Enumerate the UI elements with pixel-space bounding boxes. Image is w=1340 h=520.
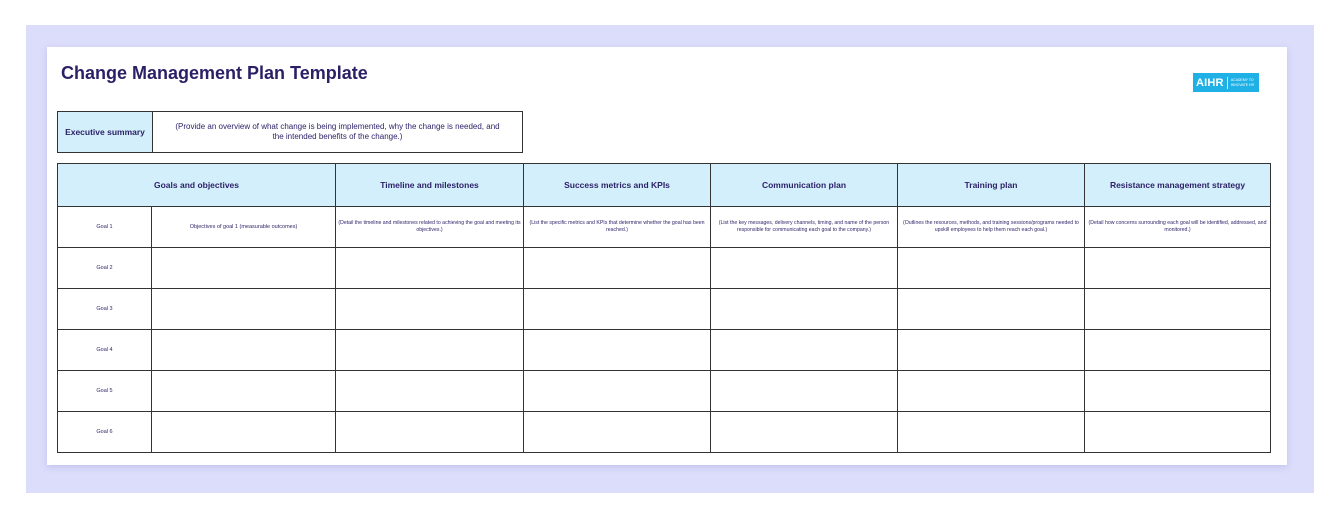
objectives-cell[interactable]	[152, 371, 336, 412]
table-row	[58, 330, 1271, 371]
header-metrics: Success metrics and KPIs	[524, 164, 711, 207]
resistance-cell[interactable]	[1085, 248, 1271, 289]
training-cell[interactable]	[898, 248, 1085, 289]
logo-tagline: ACADEMY TO INNOVATE HR	[1230, 78, 1255, 87]
communication-cell[interactable]	[711, 248, 898, 289]
resistance-cell[interactable]	[1085, 371, 1271, 412]
goal-label: Goal 2	[58, 248, 152, 289]
metrics-cell[interactable]	[524, 371, 711, 412]
metrics-cell[interactable]	[524, 330, 711, 371]
timeline-cell[interactable]	[336, 371, 524, 412]
objectives-cell[interactable]	[152, 412, 336, 453]
table-row	[58, 412, 1271, 453]
goal-label: Goal 4	[58, 330, 152, 371]
resistance-cell[interactable]	[1085, 330, 1271, 371]
metrics-cell[interactable]	[524, 248, 711, 289]
resistance-cell[interactable]: (Detail how concerns surrounding each goal will be identified, addressed, and monitored.)	[1085, 207, 1271, 248]
goal-label: Goal 1	[58, 207, 152, 248]
training-cell[interactable]	[898, 412, 1085, 453]
aihr-logo	[1193, 73, 1259, 92]
resistance-cell[interactable]	[1085, 412, 1271, 453]
communication-cell[interactable]	[711, 289, 898, 330]
communication-cell[interactable]: (List the key messages, delivery channels, timing, and name of the person responsible for communicating each goal to the company.)	[711, 207, 898, 248]
training-cell[interactable]: (Outlines the resources, methods, and training sessions/programs needed to upskill employees to help them reach each goal.)	[898, 207, 1085, 248]
timeline-cell[interactable]	[336, 248, 524, 289]
training-cell[interactable]	[898, 289, 1085, 330]
table-row	[58, 289, 1271, 330]
resistance-cell[interactable]	[1085, 289, 1271, 330]
executive-summary-label: Executive summary	[58, 112, 153, 152]
objectives-cell[interactable]	[152, 330, 336, 371]
header-resistance: Resistance management strategy	[1085, 164, 1271, 207]
page-title: Change Management Plan Template	[61, 63, 368, 83]
metrics-cell[interactable]	[524, 412, 711, 453]
training-cell[interactable]	[898, 371, 1085, 412]
goal-label: Goal 3	[58, 289, 152, 330]
table-row	[58, 207, 1271, 248]
timeline-cell[interactable]: (Detail the timeline and milestones related to achieving the goal and meeting its objectives.)	[336, 207, 524, 248]
table-header-row	[58, 164, 1271, 207]
logo-mark: AIHR	[1196, 77, 1228, 89]
metrics-cell[interactable]	[524, 289, 711, 330]
executive-summary-box	[57, 111, 523, 153]
goal-label: Goal 6	[58, 412, 152, 453]
communication-cell[interactable]	[711, 371, 898, 412]
objectives-cell[interactable]: Objectives of goal 1 (measurable outcomes)	[152, 207, 336, 248]
objectives-cell[interactable]	[152, 248, 336, 289]
timeline-cell[interactable]	[336, 330, 524, 371]
header-goals: Goals and objectives	[58, 164, 336, 207]
goal-label: Goal 5	[58, 371, 152, 412]
objectives-cell[interactable]	[152, 289, 336, 330]
timeline-cell[interactable]	[336, 289, 524, 330]
communication-cell[interactable]	[711, 412, 898, 453]
change-plan-table	[57, 163, 1271, 453]
training-cell[interactable]	[898, 330, 1085, 371]
communication-cell[interactable]	[711, 330, 898, 371]
document-card	[47, 47, 1287, 465]
table-row	[58, 371, 1271, 412]
header-communication: Communication plan	[711, 164, 898, 207]
timeline-cell[interactable]	[336, 412, 524, 453]
metrics-cell[interactable]: (List the specific metrics and KPIs that determine whether the goal has been reached.)	[524, 207, 711, 248]
table-row	[58, 248, 1271, 289]
header-timeline: Timeline and milestones	[336, 164, 524, 207]
header-training: Training plan	[898, 164, 1085, 207]
executive-summary-text[interactable]: (Provide an overview of what change is being implemented, why the change is needed, and the intended benefits of the change.)	[175, 122, 500, 141]
